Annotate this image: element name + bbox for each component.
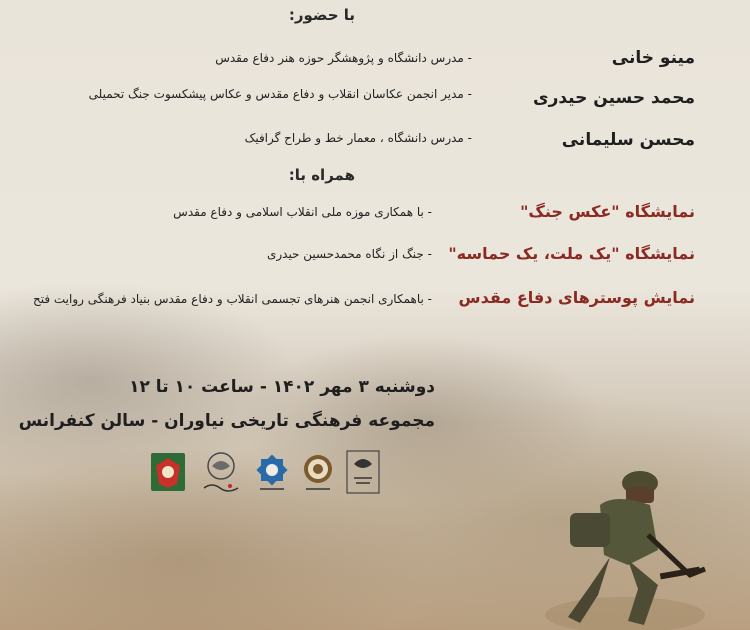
speaker-row (0, 44, 750, 74)
sponsor-logos (150, 450, 380, 498)
circle-emblem-logo (300, 452, 336, 494)
speaker-name: مینو خانی (611, 48, 695, 68)
along-with-heading: همراه با: (288, 166, 355, 184)
exhibition-title: نمایش پوسترهای دفاع مقدس (458, 288, 695, 307)
red-green-emblem-logo (150, 452, 186, 492)
blue-star-logo (254, 452, 290, 494)
speaker-name: محسن سلیمانی (561, 130, 695, 150)
exhibition-row (0, 198, 750, 228)
exhibition-row (0, 240, 750, 270)
exhibition-desc: - جنگ از نگاه محمدحسین حیدری (266, 247, 432, 261)
exhibition-desc: - با همکاری موزه ملی انقلاب اسلامی و دفاع مقدس (173, 205, 432, 219)
event-datetime: دوشنبه ۳ مهر ۱۴۰۲ - ساعت ۱۰ تا ۱۲ (129, 377, 435, 397)
exhibition-row (0, 284, 750, 314)
exhibition-desc: - باهمکاری انجمن هنرهای تجسمی انقلاب و دفاع مقدس بنیاد فرهنگی روایت فتح (32, 292, 432, 306)
speaker-name: محمد حسین حیدری (533, 88, 695, 108)
with-presence-heading: با حضور: (288, 6, 355, 24)
calligraphy-seal-logo (200, 450, 242, 496)
speaker-role: - مدرس دانشگاه ، معمار خط و طراح گرافیک (244, 131, 472, 145)
exhibition-title: نمایشگاه "یک ملت، یک حماسه" (448, 244, 695, 263)
exhibition-title: نمایشگاه "عکس جنگ" (520, 202, 695, 221)
speaker-role: - مدیر انجمن عکاسان انقلاب و دفاع مقدس و عکاس پیشکسوت جنگ تحمیلی (88, 87, 472, 101)
speaker-row (0, 84, 750, 114)
soldier-illustration (540, 465, 710, 630)
event-venue: مجموعه فرهنگی تاریخی نیاوران - سالن کنفرانس (18, 411, 435, 431)
speaker-role: - مدرس دانشگاه و پژوهشگر حوزه هنر دفاع مقدس (215, 51, 472, 65)
round-ornament-logo (346, 450, 380, 494)
speaker-row (0, 126, 750, 156)
